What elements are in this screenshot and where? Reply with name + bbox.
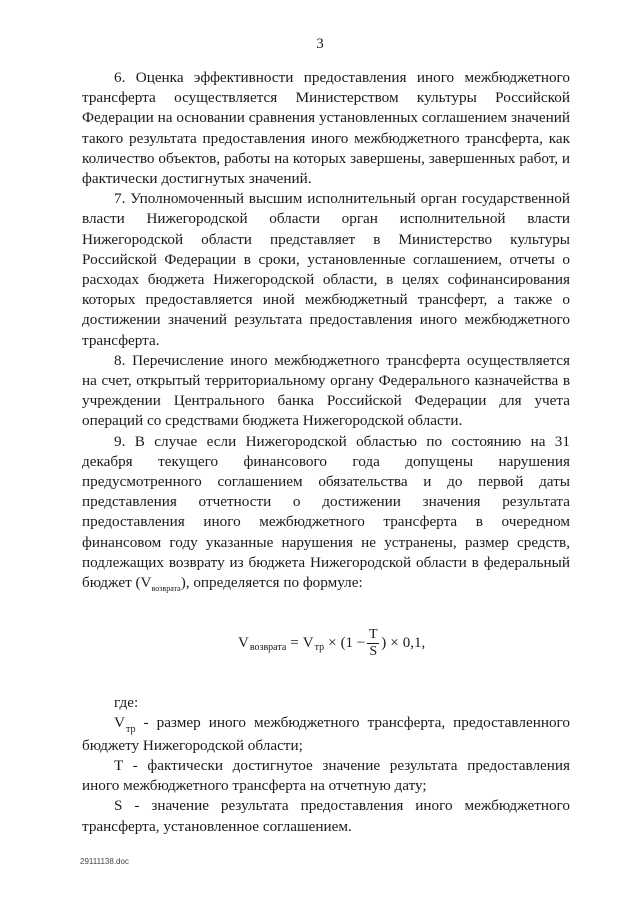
paragraph-9-end: ), определяется по формуле: (180, 574, 363, 592)
refund-formula (82, 607, 570, 679)
formula-close: ) (381, 635, 387, 652)
paragraph-7: 7. Уполномоченный высшим исполнительный орган государственной власти Нижегородской области орган исполнительной власти Нижегородской области представляет в Министерство культуры Российской Федерации в сроки, установленные соглашением, отчеты о расходах бюджета Нижегородской области, в целях софинансирования которых предоставляется иной межбюджетный трансферт, а также о достижении значений результата предоставления иного межбюджетного трансферта. (82, 190, 570, 349)
formula-times-1: × (328, 635, 337, 652)
formula-times-2: × (390, 635, 399, 652)
legend-where: где: (114, 694, 139, 712)
formula-v: V (238, 635, 249, 652)
paragraph-9-text: 9. В случае если Нижегородской областью по состоянию на 31 декабря текущего финансового года допущены нарушения предусмотренного соглашением обязательства и до первой даты представления отчетности о достижении значения результата предоставления иного межбюджетного трансферта в очередном финансовом году указанные нарушения не устранены, размер средств, подлежащих возврату из бюджета Нижегородской области в федеральный бюджет (V (82, 432, 570, 592)
paragraph-9 (82, 432, 570, 596)
formula-v-subscript: возврата (249, 642, 287, 654)
formula-v2: V (302, 635, 314, 652)
formula-coefficient: 0,1, (402, 635, 426, 652)
legend-vtr (82, 713, 570, 755)
document-footer: 29111138.doc (80, 857, 129, 866)
legend-t: T - фактически достигнутое значение результата предоставления иного межбюджетного трансферта на отчетную дату; (82, 756, 570, 795)
page-number: 3 (316, 36, 324, 52)
formula-open: (1 − (340, 635, 366, 652)
legend-s: S - значение результата предоставления иного межбюджетного трансферта, установленное соглашением. (82, 797, 570, 835)
legend-vtr-symbol: V (114, 714, 125, 732)
legend-vtr-text: - размер иного межбюджетного трансферта, предоставленного бюджету Нижегородской области; (82, 714, 570, 754)
paragraph-6: 6. Оценка эффективности предоставления иного межбюджетного трансферта осуществляется Министерством культуры Российской Федерации на основании сравнения установленных соглашением значений такого результата предоставления иного межбюджетного трансферта, как количество объектов, работы на которых завершены, завершенных работ, и фактически достигнутых значений. (82, 69, 570, 188)
formula-fraction (367, 627, 379, 660)
paragraph-9-subscript: возврата (151, 584, 181, 594)
document-body (82, 68, 570, 837)
fraction-denominator: S (369, 643, 378, 659)
legend-vtr-subscript: тр (125, 724, 136, 736)
fraction-numerator: T (369, 626, 378, 642)
paragraph-8: 8. Перечисление иного межбюджетного трансферта осуществляется на счет, открытый территориальному органу Федерального казначейства в учреждении Центрального банка Российской Федерации для учета операций со средствами бюджета Нижегородской области. (82, 351, 570, 430)
formula-equals: = (290, 635, 299, 652)
formula-v2-subscript: тр (314, 642, 325, 654)
